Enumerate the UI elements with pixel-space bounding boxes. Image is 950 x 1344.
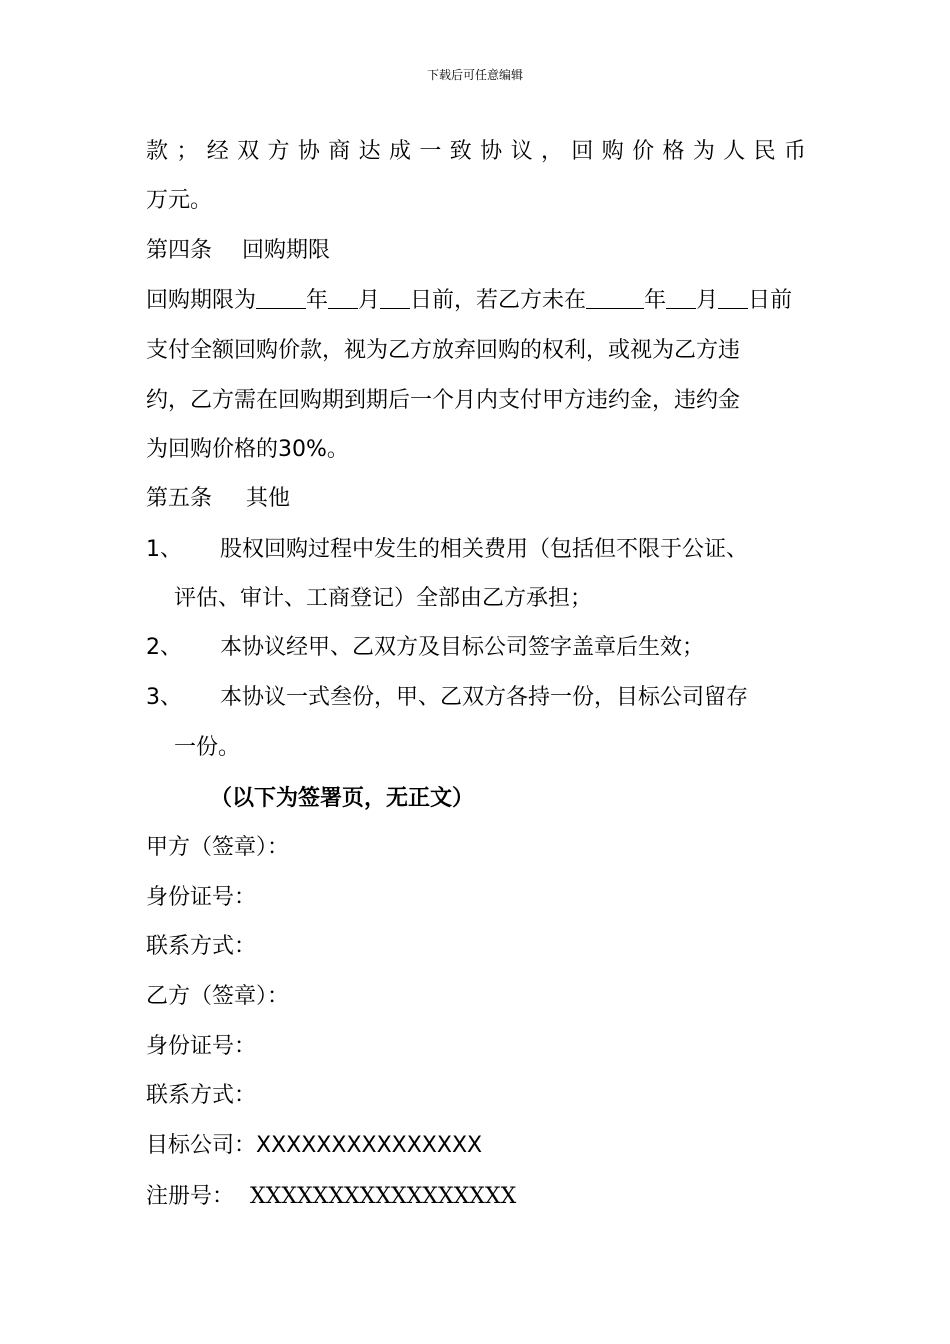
paragraph-line: 为回购价格的30%。 <box>146 437 349 462</box>
list-item-3 <box>146 683 748 713</box>
text-segment: 日前 <box>748 288 793 313</box>
list-text: 本协议经甲、乙双方及目标公司签字盖章后生效； <box>220 635 705 660</box>
list-number: 2、 <box>146 635 182 660</box>
fill-blank-day <box>380 286 410 309</box>
paragraph-line: 万元。 <box>146 188 213 213</box>
registration-number-line <box>146 1182 516 1212</box>
paragraph-line: 约，乙方需在回购期到期后一个月内支付甲方违约金，违约金 <box>146 388 741 413</box>
paragraph-line <box>146 286 792 316</box>
article-4-heading <box>146 236 330 266</box>
party-b-signature-label: 乙方（签章）： <box>146 984 290 1009</box>
list-number: 3、 <box>146 685 182 710</box>
list-item-1 <box>146 535 748 565</box>
list-item-1-continued: 评估、审计、工商登记）全部由乙方承担； <box>174 586 593 611</box>
article-title: 其他 <box>246 486 291 511</box>
fill-blank-year <box>256 286 306 309</box>
text-segment: 日前，若乙方未在 <box>410 288 587 313</box>
article-5-heading <box>146 484 290 514</box>
target-company-value: XXXXXXXXXXXXXXX <box>256 1133 483 1158</box>
party-b-contact-label: 联系方式： <box>146 1083 257 1108</box>
target-company-line <box>146 1131 482 1161</box>
text-segment: 月 <box>696 288 719 313</box>
page-header: 下载后可任意编辑 <box>426 68 523 82</box>
list-text: 股权回购过程中发生的相关费用（包括但不限于公证、 <box>220 537 749 562</box>
list-item-3-continued: 一份。 <box>174 735 241 760</box>
list-text: 本协议一式叁份，甲、乙双方各持一份，目标公司留存 <box>220 685 749 710</box>
text-segment: 回购期限为 <box>146 288 257 313</box>
party-a-contact-label: 联系方式： <box>146 934 257 959</box>
fill-blank-month <box>666 286 696 309</box>
fill-blank-month <box>328 286 358 309</box>
article-number: 第四条 <box>146 238 213 263</box>
fill-blank-year <box>586 286 644 309</box>
registration-number-label: 注册号： <box>146 1184 235 1209</box>
text-segment: 年 <box>306 288 329 313</box>
list-number: 1、 <box>146 537 182 562</box>
article-number: 第五条 <box>146 486 213 511</box>
registration-number-value: XXXXXXXXXXXXXXXXX <box>250 1184 517 1209</box>
fill-blank-day <box>718 286 748 309</box>
signature-page-note: （以下为签署页，无正文） <box>210 786 475 811</box>
article-title: 回购期限 <box>242 238 331 263</box>
text-segment: 年 <box>644 288 667 313</box>
list-item-2 <box>146 633 704 663</box>
party-b-id-label: 身份证号： <box>146 1034 257 1059</box>
party-a-signature-label: 甲方（签章）： <box>146 835 290 860</box>
paragraph-line: 支付全额回购价款，视为乙方放弃回购的权利，或视为乙方违 <box>146 338 741 363</box>
text-segment: 月 <box>358 288 381 313</box>
target-company-label: 目标公司： <box>146 1133 257 1158</box>
paragraph-line: 款；经双方协商达成一致协议，回购价格为人民币 <box>146 139 806 164</box>
party-a-id-label: 身份证号： <box>146 885 257 910</box>
